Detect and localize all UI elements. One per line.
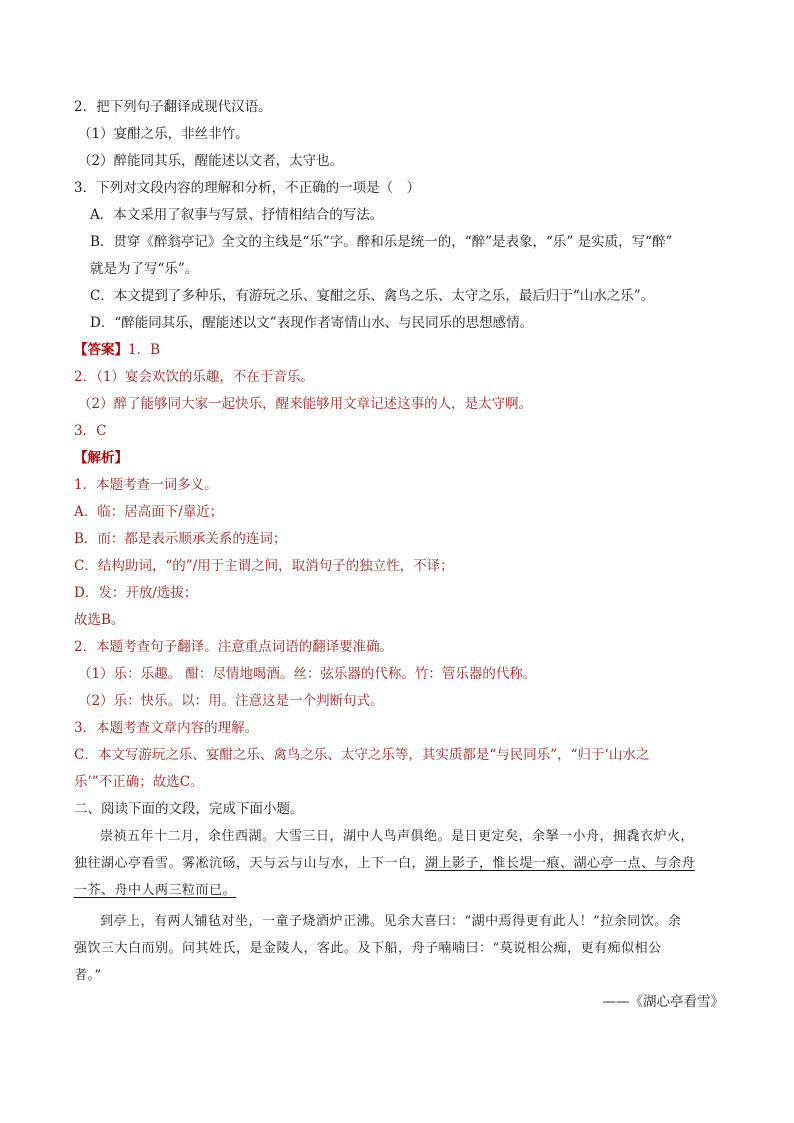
underlined-passage: 一芥、舟中人两三粒而已。 [74, 883, 237, 898]
analysis-line: （2）乐：快乐。以：用。注意这是一个判断句式。 [78, 693, 384, 709]
question-3-title: 3．下列对文段内容的理解和分析，不正确的一项是（ ） [74, 180, 421, 196]
analysis-line: 2．本题考查句子翻译。注意重点词语的翻译要准确。 [74, 639, 394, 655]
question-3-option-a: A．本文采用了叙事与写景、抒情相结合的写法。 [90, 207, 384, 223]
answer-3: 3．C [74, 423, 107, 439]
analysis-line: 3．本题考查文章内容的理解。 [74, 720, 259, 736]
analysis-line: B．而：都是表示顺承关系的连词； [74, 531, 287, 547]
question-2-title: 2．把下列句子翻译成现代汉语。 [74, 99, 272, 115]
passage-line: 者。” [74, 968, 102, 983]
answer-2-2: （2）醉了能够同大家一起快乐，醒来能够用文章记述这事的人，是太守啊。 [78, 396, 533, 412]
passage-paragraph-2 [74, 908, 724, 989]
analysis-tag: 【解析】 [74, 450, 128, 466]
document-page [74, 94, 724, 1016]
passage-source: ——《湖心亭看雪》 [602, 994, 724, 1010]
passage-line: 到亭上，有两人铺毡对坐，一童子烧酒炉正沸。见余大喜曰：“湖中焉得更有此人！”拉余同饮。余 [100, 914, 682, 929]
analysis-line: C．本文写游玩之乐、宴酣之乐、禽鸟之乐、太守之乐等，其实质都是“与民同乐”，“归于‘山水之 [74, 747, 650, 763]
passage-line: 崇祯五年十二月，余住西湖。大雪三日，湖中人鸟声俱绝。是日更定矣，余拏一小舟，拥毳衣炉火， [100, 829, 695, 844]
answer-tag: 【答案】 [74, 342, 128, 358]
analysis-line: 故选B。 [74, 612, 125, 628]
passage-line [74, 877, 724, 904]
answer-2-1: 2．（1）宴会欢饮的乐趣，不在于音乐。 [74, 369, 314, 385]
underlined-passage: 湖上影子，惟长堤一痕、湖心亭一点、与余舟 [425, 856, 696, 871]
question-3-option-b: B．贯穿《醉翁亭记》全文的主线是“乐”字。醉和乐是统一的，“醉”是表象，“乐” 是实质，写“醉” [90, 234, 673, 250]
question-2-item-2: （2）醉能同其乐，醒能述以文者，太守也。 [78, 153, 344, 169]
analysis-line: 乐’”不正确；故选C。 [74, 774, 204, 790]
section-2-title: 二、阅读下面的文段，完成下面小题。 [74, 801, 304, 817]
passage-line [74, 850, 724, 877]
question-3-option-c: C．本文提到了多种乐，有游玩之乐、宴酣之乐、禽鸟之乐、太守之乐，最后归于“山水之乐”。 [90, 288, 655, 304]
answer-1: 1．B [128, 342, 161, 358]
question-3-option-d: D．“醉能同其乐，醒能述以文”表现作者寄情山水、与民同乐的思想感情。 [90, 315, 534, 331]
question-2-item-1: （1）宴酣之乐，非丝非竹。 [78, 126, 249, 142]
analysis-line: D．发：开放/选拔； [74, 585, 198, 601]
answer-line-1 [74, 337, 724, 364]
analysis-line: A．临：居高面下/靠近； [74, 504, 224, 520]
passage-paragraph-1 [74, 823, 724, 904]
analysis-line: C．结构助词，“的”/用于主谓之间，取消句子的独立性，不译； [74, 558, 454, 574]
analysis-line: （1）乐：乐趣。 酣：尽情地喝酒。丝：弦乐器的代称。竹：管乐器的代称。 [78, 666, 537, 682]
passage-text: 独往湖心亭看雪。雾凇沆砀，天与云与山与水，上下一白， [74, 856, 426, 871]
question-3-option-b-cont: 就是为了写“乐”。 [90, 261, 199, 277]
analysis-line: 1．本题考查一词多义。 [74, 477, 218, 493]
passage-line: 强饮三大白而别。问其姓氏，是金陵人，客此。及下船，舟子喃喃曰：“莫说相公痴，更有痴似相公 [74, 941, 662, 956]
